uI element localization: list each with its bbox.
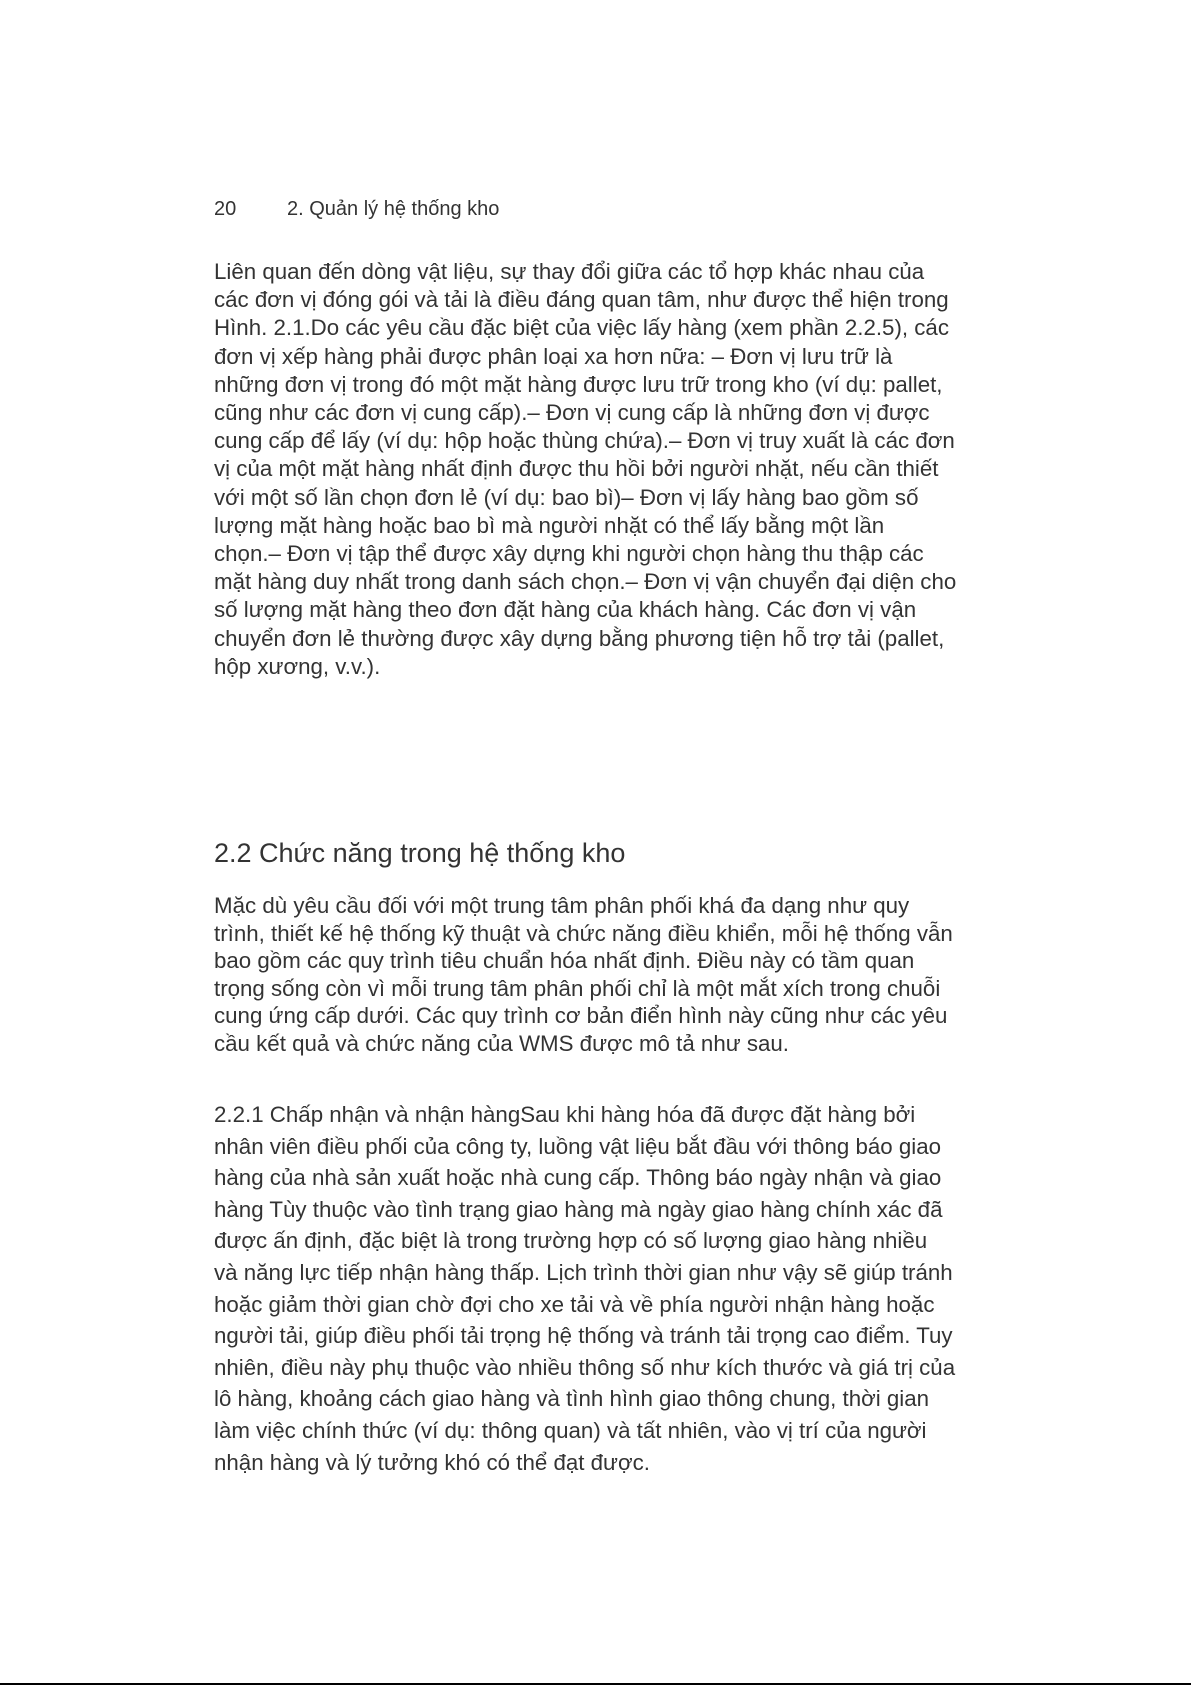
text-line: cũng như các đơn vị cung cấp).– Đơn vị cung cấp là những đơn vị được: [214, 400, 930, 426]
text-line: vị của một mặt hàng nhất định được thu hồi bởi người nhặt, nếu cần thiết: [214, 456, 939, 482]
text-line: các đơn vị đóng gói và tải là điều đáng quan tâm, như được thể hiện trong: [214, 287, 949, 313]
text-line: bao gồm các quy trình tiêu chuẩn hóa nhất định. Điều này có tầm quan: [214, 948, 915, 973]
text-line: chọn.– Đơn vị tập thể được xây dựng khi người chọn hàng thu thập các: [214, 541, 924, 567]
text-line: hộp xương, v.v.).: [214, 653, 381, 679]
text-line: người tải, giúp điều phối tải trọng hệ thống và tránh tải trọng cao điểm. Tuy: [214, 1323, 953, 1349]
text-line: Liên quan đến dòng vật liệu, sự thay đổi giữa các tổ hợp khác nhau của: [214, 259, 925, 284]
text-line: Mặc dù yêu cầu đối với một trung tâm phân phối khá đa dạng như quy: [214, 893, 910, 918]
text-line: 2.2.1 Chấp nhận và nhận hàngSau khi hàng hóa đã được đặt hàng bởi: [214, 1102, 916, 1127]
text-line: cầu kết quả và chức năng của WMS được mô tả như sau.: [214, 1030, 789, 1056]
text-line: làm việc chính thức (ví dụ: thông quan) và tất nhiên, vào vị trí của người: [214, 1417, 927, 1443]
paragraph-loading-units: [214, 258, 994, 681]
text-line: trình, thiết kế hệ thống kỹ thuật và chức năng điều khiển, mỗi hệ thống vẫn: [214, 920, 953, 946]
chapter-title: 2. Quản lý hệ thống kho: [287, 198, 500, 220]
text-line: được ấn định, đặc biệt là trong trường hợp có số lượng giao hàng nhiều: [214, 1228, 928, 1254]
text-line: mặt hàng duy nhất trong danh sách chọn.– Đơn vị vận chuyển đại diện cho: [214, 569, 957, 595]
text-line: đơn vị xếp hàng phải được phân loại xa hơn nữa: – Đơn vị lưu trữ là: [214, 343, 893, 369]
text-line: lô hàng, khoảng cách giao hàng và tình hình giao thông chung, thời gian: [214, 1386, 930, 1412]
text-line: chuyển đơn lẻ thường được xây dựng bằng phương tiện hỗ trợ tải (pallet,: [214, 625, 945, 651]
text-line: nhiên, điều này phụ thuộc vào nhiều thông số như kích thước và giá trị của: [214, 1354, 956, 1380]
text-line: hàng của nhà sản xuất hoặc nhà cung cấp. Thông báo ngày nhận và giao: [214, 1165, 942, 1191]
text-line: và năng lực tiếp nhận hàng thấp. Lịch trình thời gian như vậy sẽ giúp tránh: [214, 1259, 953, 1285]
text-line: nhận hàng và lý tưởng khó có thể đạt được.: [214, 1449, 650, 1475]
paragraph-warehouse-functions: [214, 892, 994, 1057]
text-line: lượng mặt hàng hoặc bao bì mà người nhặt có thể lấy bằng một lần: [214, 512, 885, 538]
text-line: cung cấp để lấy (ví dụ: hộp hoặc thùng chứa).– Đơn vị truy xuất là các đơn: [214, 428, 955, 454]
text-line: với một số lần chọn đơn lẻ (ví dụ: bao bì)– Đơn vị lấy hàng bao gồm số: [214, 484, 919, 510]
text-line: nhân viên điều phối của công ty, luồng vật liệu bắt đầu với thông báo giao: [214, 1133, 942, 1159]
page-number: 20: [214, 198, 237, 220]
section-heading: 2.2 Chức năng trong hệ thống kho: [214, 838, 626, 868]
paragraph-goods-receipt: [214, 1099, 994, 1478]
text-line: trọng sống còn vì mỗi trung tâm phân phối chỉ là một mắt xích trong chuỗi: [214, 975, 941, 1001]
text-line: cung ứng cấp dưới. Các quy trình cơ bản điển hình này cũng như các yêu: [214, 1003, 948, 1028]
text-line: Hình. 2.1.Do các yêu cầu đặc biệt của việc lấy hàng (xem phần 2.2.5), các: [214, 315, 949, 341]
text-line: hoặc giảm thời gian chờ đợi cho xe tải và về phía người nhận hàng hoặc: [214, 1291, 935, 1317]
text-line: hàng Tùy thuộc vào tình trạng giao hàng mà ngày giao hàng chính xác đã: [214, 1196, 943, 1222]
running-header: [214, 196, 499, 222]
text-line: số lượng mặt hàng theo đơn đặt hàng của khách hàng. Các đơn vị vận: [214, 597, 917, 623]
text-line: những đơn vị trong đó một mặt hàng được lưu trữ trong kho (ví dụ: pallet,: [214, 371, 943, 397]
